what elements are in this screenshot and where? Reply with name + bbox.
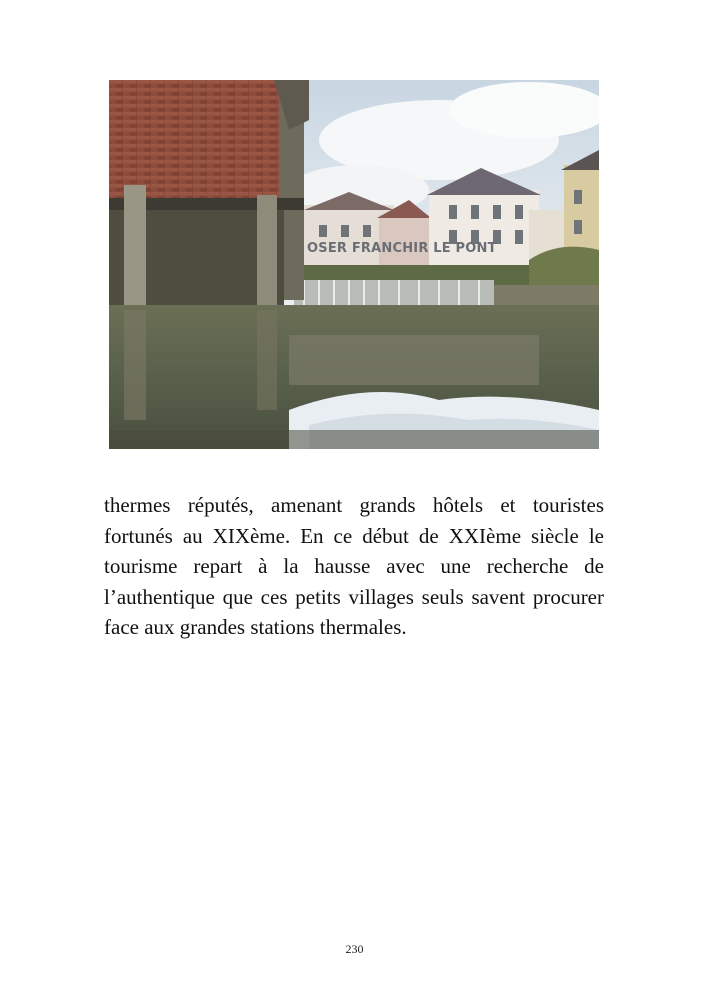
- body-paragraph: thermes réputés, amenant grands hôtels et touristes fortunés au XIXème. En ce début de XXIème siècle le tourisme repart à la hausse avec une recherche de l’authentique que ces petits villages seuls savent procurer face aux grandes stations thermales.: [104, 493, 604, 639]
- town-river-photo: [109, 80, 599, 449]
- page-number: 230: [345, 942, 364, 956]
- photo-overlay-caption: OSER FRANCHIR LE PONT: [307, 241, 497, 256]
